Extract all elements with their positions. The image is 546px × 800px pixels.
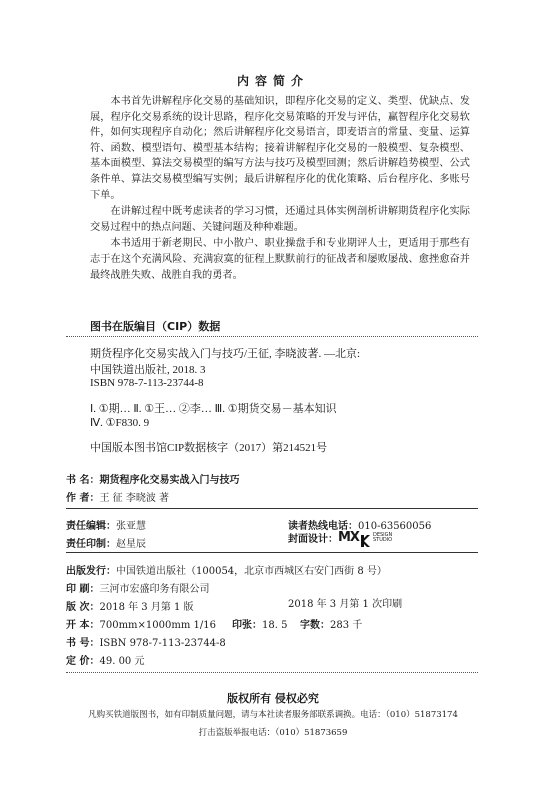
hotline-label: 读者热线电话：: [288, 521, 358, 532]
sheets-value: 18. 5: [262, 620, 288, 631]
isbn-value: ISBN 978-7-113-23744-8: [99, 638, 226, 649]
format-row: [66, 613, 216, 632]
isbn-row: [66, 631, 226, 650]
words-value: 283 千: [330, 620, 363, 631]
book-author-label: 作 者：: [66, 493, 100, 504]
book-title-row: [66, 468, 239, 487]
format-value: 700mm×1000mm 1/16: [99, 620, 216, 631]
editor-row: [66, 514, 146, 533]
publisher-value: 中国铁道出版社（100054，北京市西城区右安门西街 8 号）: [116, 566, 387, 577]
book-author-row: [66, 486, 169, 505]
words-row: [300, 613, 362, 632]
cip-line-1: 期货程序化交易实战入门与技巧/王征, 李晓波著. —北京:: [90, 348, 361, 360]
printing-value: 赵星辰: [116, 539, 146, 550]
intro-body: [90, 94, 470, 284]
cip-line-6: 中国版本图书馆CIP数据核字（2017）第214521号: [90, 442, 328, 454]
piracy-hotline: 打击盗版举报电话：（010）51873659: [198, 728, 348, 738]
print-label: 印 刷：: [66, 584, 100, 595]
copyright-notice: 版权所有 侵权必究: [227, 692, 319, 705]
impression-value: 2018 年 3 月第 1 次印刷: [288, 599, 403, 610]
intro-paragraph-2: 在讲解过程中既考虑读者的学习习惯，还通过具体实例剖析讲解期货程序化实际交易过程中的热点问题、关键问题及种种难题。: [90, 206, 470, 233]
cover-row: [288, 530, 392, 545]
book-title-label: 书 名：: [66, 475, 100, 486]
sheets-row: [232, 613, 287, 632]
edition-row: [66, 595, 194, 614]
cip-heading: 图书在版编目（CIP）数据: [90, 320, 221, 333]
intro-paragraph-3: 本书适用于新老期民、中小散户、职业操盘手和专业期评人士，更适用于那些有志于在这个充满风险、充满寂寞的征程上默默前行的征战者和屡败屡战、愈挫愈奋并最终战胜失败、战胜自我的勇者。: [90, 238, 470, 281]
words-label: 字数：: [300, 620, 330, 631]
print-value: 三河市宏盛印务有限公司: [99, 584, 210, 595]
printing-row: [66, 532, 146, 551]
cover-label: 封面设计：: [288, 534, 338, 545]
book-title-value: 期货程序化交易实战入门与技巧: [99, 475, 240, 486]
publisher-row: [66, 559, 387, 578]
print-row: [66, 577, 209, 596]
publisher-label: 出版发行：: [66, 566, 116, 577]
isbn-label: 书 号：: [66, 638, 100, 649]
intro-paragraph-1: 本书首先讲解程序化交易的基础知识，即程序化交易的定义、类型、优缺点、发展，程序化交易系统的设计思路，程序化交易策略的开发与评估，赢智程序化交易软件，如何实现程序自动化；然后讲解程序化交易语言，即麦语言的常量、变量、运算符、函数、模型语句、模型基本结构；接着讲解程序化交易的一般模型、复杂模型、基本面模型、算法交易模型的编写方法与技巧及模型回测；然后讲解趋势模型、公式条件单、算法交易模型编写实例；最后讲解程序化的优化策略、后台程序化、多账号下单。: [90, 96, 470, 201]
price-value: 49. 00 元: [99, 656, 145, 667]
edition-value: 2018 年 3 月第 1 版: [99, 602, 194, 613]
footer-divider: [66, 672, 478, 673]
logo-sub-studio: STUDIO: [372, 536, 393, 543]
quality-notice: 凡购买铁道版图书，如有印制质量问题，请与本社读者服务部联系调换。电话：（010）51873174: [88, 710, 458, 720]
sheets-label: 印张：: [232, 620, 262, 631]
intro-title: 内容简介: [236, 74, 309, 88]
format-label: 开 本：: [66, 620, 100, 631]
editor-value: 张亚慧: [116, 521, 146, 532]
price-label: 定 价：: [66, 656, 100, 667]
cip-line-3: ISBN 978-7-113-23744-8: [90, 377, 204, 389]
edition-label: 版 次：: [66, 602, 100, 613]
logo-sub-design: DESIGN: [372, 531, 393, 538]
cip-line-5: Ⅳ. ①F830. 9: [90, 417, 150, 429]
hotline-value: 010-63560056: [358, 521, 432, 532]
printing-label: 责任印制：: [66, 539, 116, 550]
logo-mx-text: MX: [338, 530, 359, 545]
cip-divider: [66, 336, 478, 337]
design-studio-logo: [338, 530, 392, 545]
staff-divider-bottom: [66, 552, 478, 553]
staff-divider-top: [66, 508, 478, 509]
cip-line-2: 中国铁道出版社, 2018. 3: [90, 364, 206, 376]
editor-label: 责任编辑：: [66, 521, 116, 532]
price-row: [66, 649, 144, 668]
book-author-value: 王 征 李晓波 著: [99, 493, 170, 504]
cip-line-4: Ⅰ. ①期… Ⅱ. ①王… ②李… Ⅲ. ①期货交易－基本知识: [90, 403, 337, 415]
logo-k-mark-icon: [361, 532, 371, 544]
